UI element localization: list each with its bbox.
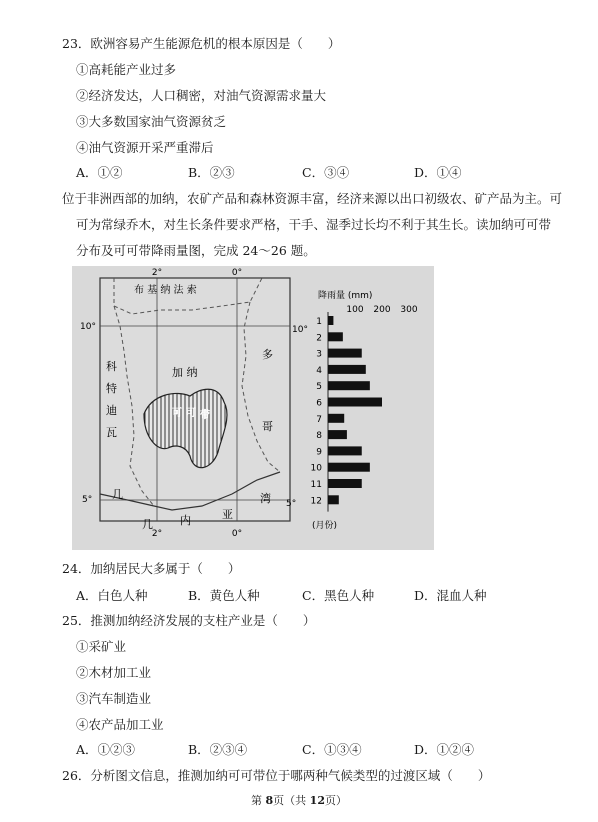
rainfall-month-label: 5: [316, 382, 322, 393]
ghana-label: 加 纳: [172, 366, 198, 379]
rainfall-x-tick-label: 300: [400, 305, 418, 315]
rainfall-bar-month-10: [328, 463, 370, 472]
cocoa-belt-char-2: 可: [186, 408, 196, 419]
rainfall-month-label: 12: [310, 496, 322, 507]
question-23-stem: 23．欧洲容易产生能源危机的根本原因是（ ）: [62, 36, 341, 51]
togo-char-1: 多: [262, 348, 273, 361]
intro-line-1: 位于非洲西部的加纳，农矿产品和森林资源丰富，经济来源以出口初级农、矿产品为主。可: [62, 191, 563, 206]
rainfall-bar-month-3: [328, 349, 362, 358]
footer-suffix: 页）: [324, 794, 347, 807]
footer-page-number: 8: [265, 794, 274, 807]
gulf-char-ya: 亚: [222, 508, 233, 521]
rainfall-bar-month-11: [328, 479, 362, 488]
footer-middle: 页（共: [273, 794, 310, 807]
q25-option-d: D．①②④: [414, 742, 475, 757]
cote-divoire-char-2: 特: [106, 382, 117, 395]
rainfall-bar-month-7: [328, 414, 344, 423]
q23-item-2: ②经济发达，人口稠密，对油气资源需求量大: [76, 88, 327, 103]
q23-option-a: A．①②: [76, 165, 123, 180]
rainfall-month-label: 4: [316, 365, 322, 376]
q23-option-d: D．①④: [414, 165, 462, 180]
rainfall-bar-month-8: [328, 430, 347, 439]
cote-divoire-char-4: 瓦: [106, 426, 117, 439]
q25-option-b: B．②③④: [188, 742, 248, 757]
cote-divoire-char-3: 迪: [106, 404, 117, 417]
q24-option-b: B．黄色人种: [188, 588, 260, 603]
q25-item-4: ④农产品加工业: [76, 717, 164, 732]
rainfall-bar-month-5: [328, 381, 370, 390]
left-latitude-5-label: 5°: [82, 495, 93, 505]
rainfall-bar-month-1: [328, 316, 333, 325]
rainfall-x-tick-label: 200: [373, 305, 391, 315]
left-latitude-10-label: 10°: [80, 322, 96, 332]
gulf-char-ji: 几: [112, 488, 123, 501]
rainfall-bar-month-4: [328, 365, 366, 374]
footer-prefix: 第: [251, 794, 266, 807]
question-24-stem: 24．加纳居民大多属于（ ）: [62, 561, 241, 576]
right-latitude-5-label: 5°: [286, 499, 297, 509]
q24-option-c: C．黑色人种: [302, 588, 375, 603]
q25-option-c: C．①③④: [302, 742, 362, 757]
bottom-longitude-2-label: 2°: [151, 529, 163, 539]
rainfall-bar-month-12: [328, 495, 339, 504]
rainfall-chart-month-unit: (月份): [312, 521, 338, 531]
rainfall-month-label: 6: [316, 398, 322, 409]
rainfall-month-label: 1: [316, 317, 322, 327]
cote-divoire-char-1: 科: [106, 360, 117, 373]
intro-line-2: 可为常绿乔木，对生长条件要求严格，干手、湿季过长均不利于其生长。读加纳可可带: [76, 217, 552, 232]
q25-item-2: ②木材加工业: [76, 665, 152, 680]
gulf-char-wan: 湾: [260, 492, 271, 505]
top-longitude-2-label: 2°: [151, 268, 163, 278]
rainfall-x-tick-label: 100: [346, 305, 364, 315]
question-25-stem: 25．推测加纳经济发展的支柱产业是（ ）: [62, 613, 316, 628]
q25-item-1: ①采矿业: [76, 639, 127, 654]
ghana-cocoa-figure: [72, 266, 434, 550]
q23-option-c: C．③④: [302, 165, 350, 180]
rainfall-month-label: 2: [316, 333, 322, 344]
rainfall-month-label: 11: [310, 480, 322, 490]
rainfall-chart-title: 降雨量 (mm): [318, 291, 373, 301]
rainfall-bar-month-6: [328, 398, 382, 407]
rainfall-month-label: 3: [316, 349, 322, 360]
cocoa-belt-char-3: 带: [200, 410, 210, 421]
question-26-stem: 26．分析图文信息，推测加纳可可带位于哪两种气候类型的过渡区域（ ）: [62, 768, 491, 783]
cocoa-belt-char-1: 可: [172, 408, 182, 419]
page-footer: [0, 792, 598, 808]
q24-option-d: D．混血人种: [414, 588, 487, 603]
rainfall-month-label: 9: [316, 447, 322, 458]
q25-option-a: A．①②③: [76, 742, 136, 757]
burkina-faso-label: 布 基 纳 法 索: [134, 285, 197, 296]
q25-item-3: ③汽车制造业: [76, 691, 152, 706]
q23-item-4: ④油气资源开采严重滞后: [76, 140, 214, 155]
rainfall-month-label: 7: [316, 414, 322, 425]
rainfall-chart: [311, 289, 418, 531]
q24-option-a: A．白色人种: [76, 588, 148, 603]
gulf-char-nei: 内: [180, 514, 191, 527]
right-latitude-10-label: 10°: [292, 325, 308, 335]
q23-item-3: ③大多数国家油气资源贫乏: [76, 114, 227, 129]
rainfall-month-label: 8: [316, 431, 322, 442]
intro-line-3: 分布及可可带降雨量图，完成 24～26 题。: [76, 243, 316, 258]
rainfall-bar-month-2: [328, 332, 343, 341]
gulf-char-ji-2: 几: [142, 518, 153, 531]
bottom-longitude-0-label: 0°: [231, 529, 243, 539]
q23-item-1: ①高耗能产业过多: [76, 62, 177, 77]
footer-total-pages: 12: [309, 794, 325, 807]
q23-option-b: B．②③: [188, 165, 235, 180]
rainfall-bar-month-9: [328, 446, 362, 455]
top-longitude-0-label: 0°: [231, 268, 243, 278]
rainfall-month-label: 10: [310, 463, 322, 474]
togo-char-2: 哥: [262, 420, 273, 433]
